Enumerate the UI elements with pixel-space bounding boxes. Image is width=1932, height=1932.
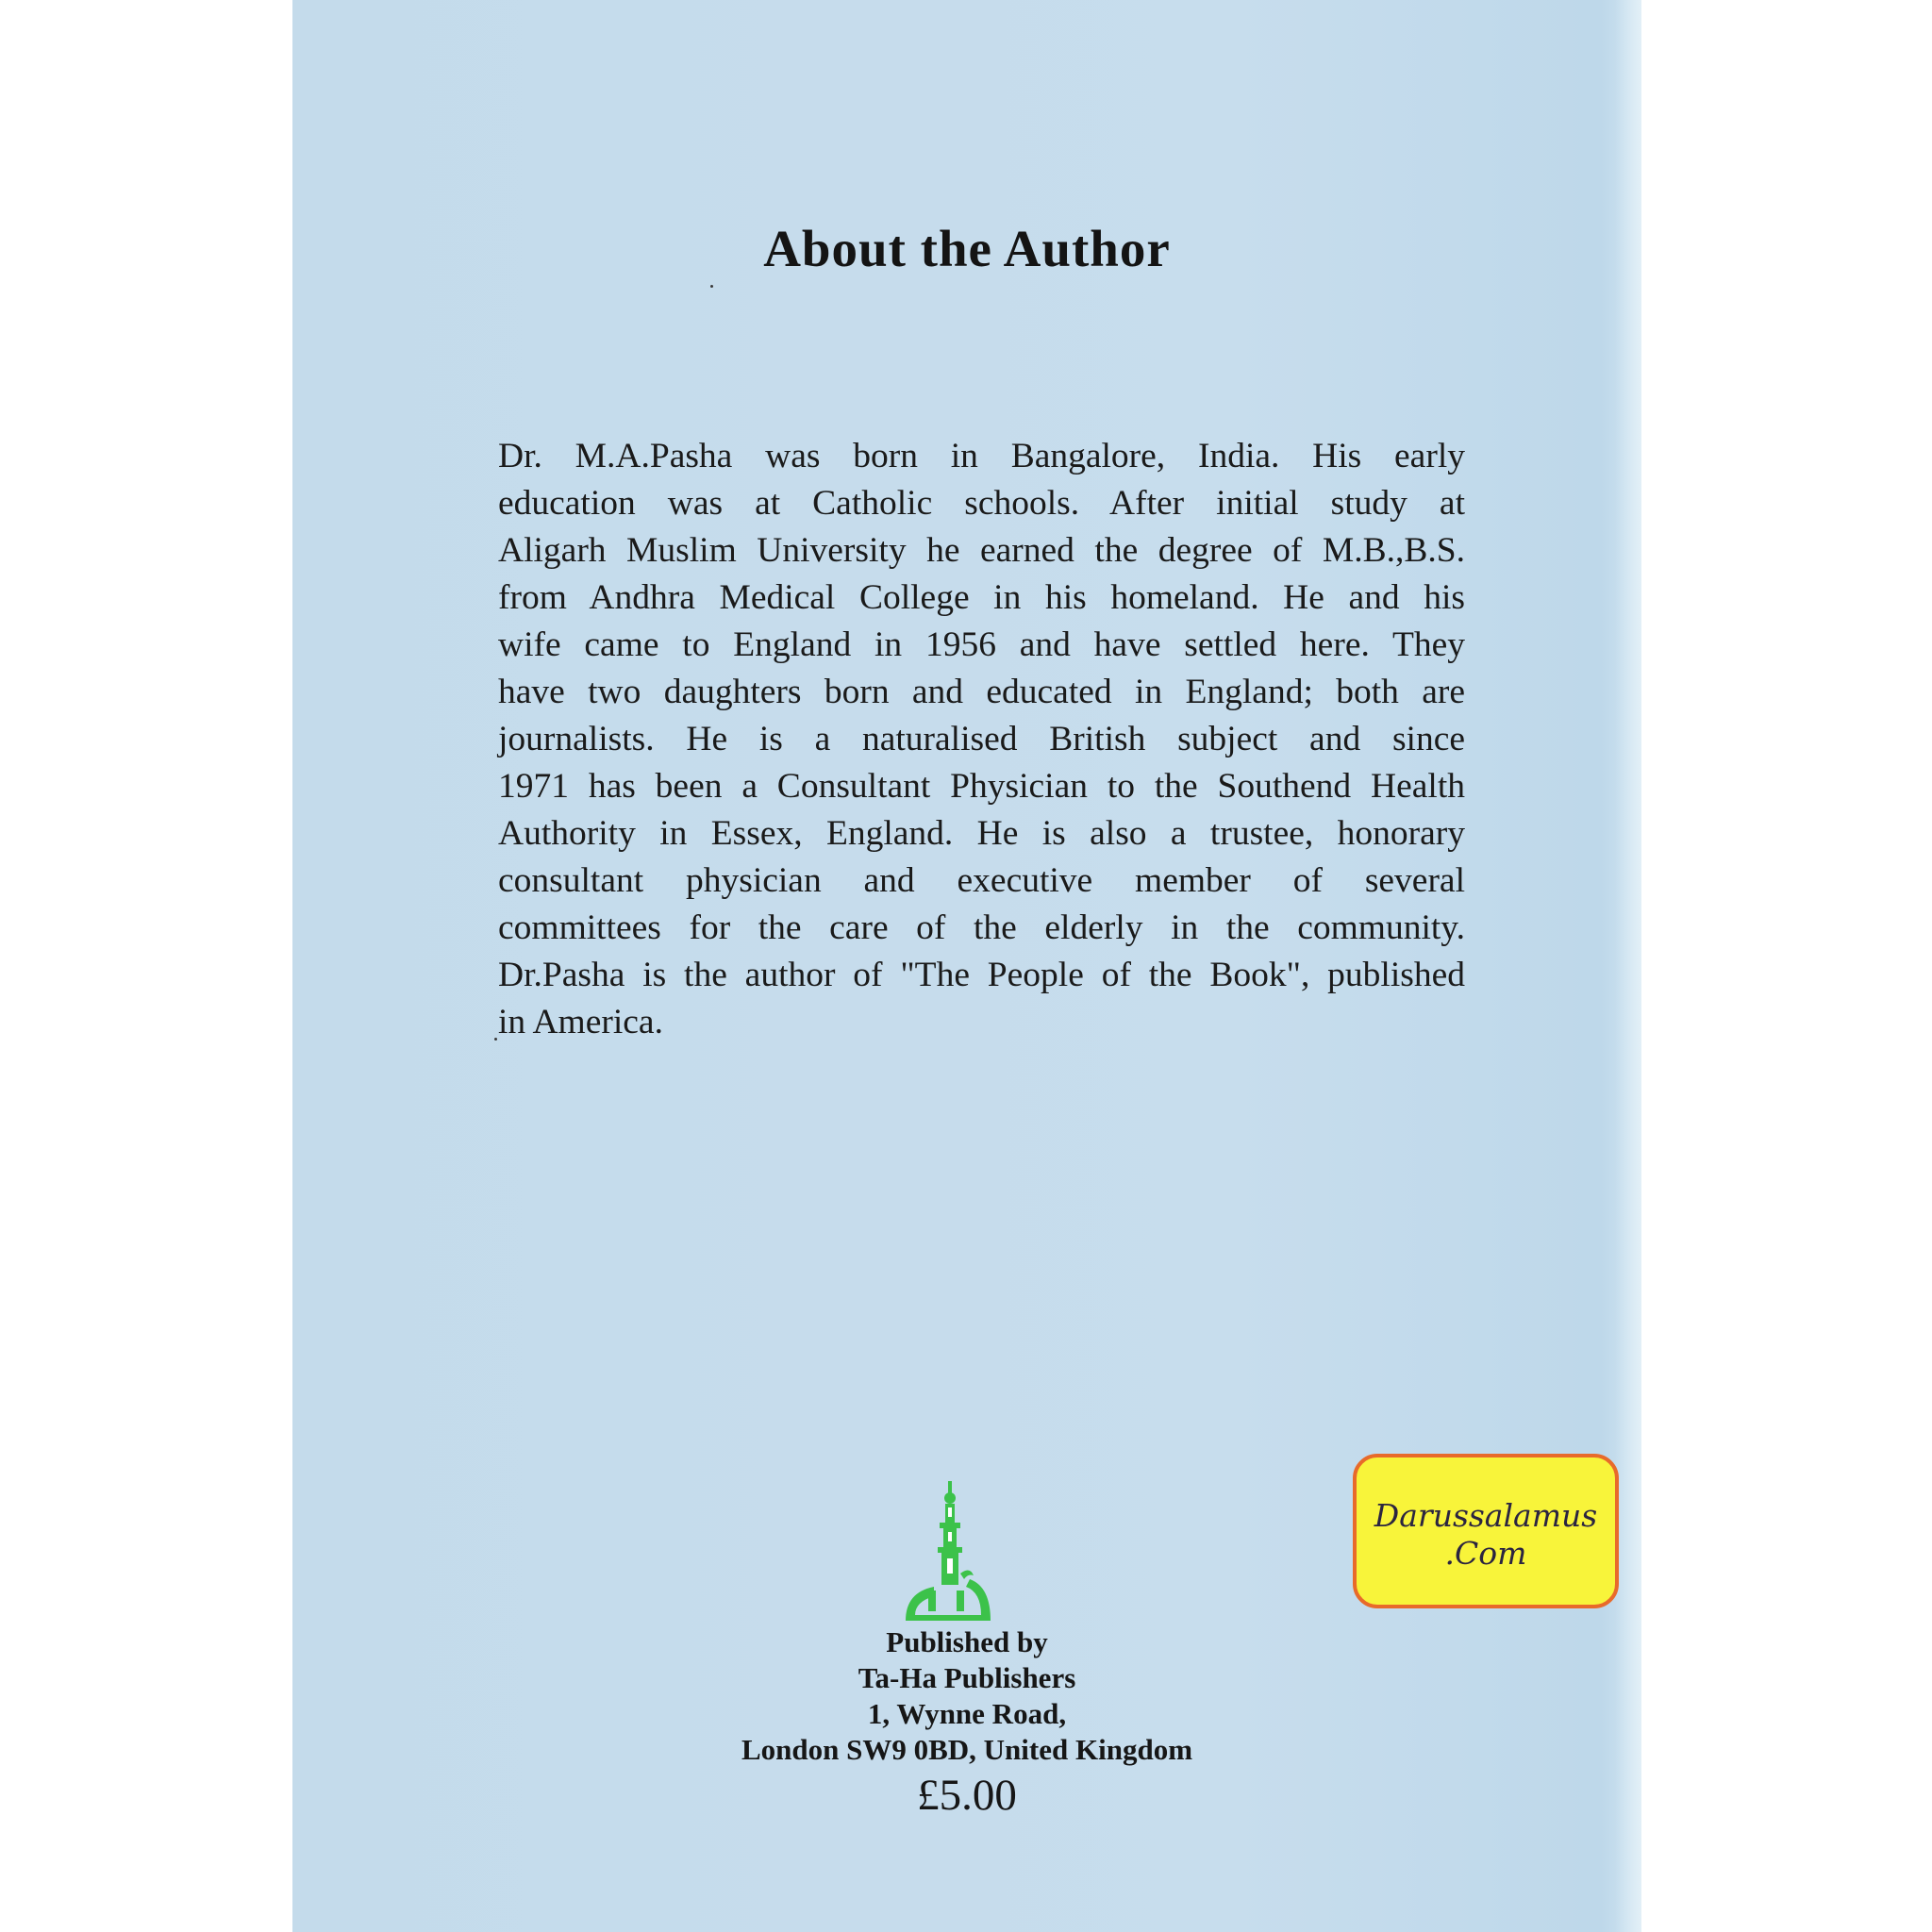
bio-line: from Andhra Medical College in his homeland. He and his <box>498 578 1465 617</box>
publisher-address-line1: 1, Wynne Road, <box>867 1697 1067 1730</box>
bio-line: in America. <box>498 1003 663 1041</box>
sticker-line2: .Com <box>1444 1535 1527 1572</box>
bio-line: education was at Catholic schools. After initial study at <box>498 484 1465 523</box>
minaret-logo-icon <box>898 1479 1002 1625</box>
price: £5.00 <box>917 1771 1017 1820</box>
speck <box>494 1038 497 1041</box>
bio-line: Authority in Essex, England. He is also a trustee, honorary <box>498 814 1465 853</box>
bio-line: Aligarh Muslim University he earned the degree of M.B.,B.S. <box>498 531 1465 570</box>
bio-line: wife came to England in 1956 and have settled here. They <box>498 625 1465 664</box>
publisher-info <box>292 1624 1641 1768</box>
published-by-label: Published by <box>886 1625 1048 1658</box>
page-title: About the Author <box>763 220 1171 277</box>
bio-line: committees for the care of the elderly in the community. <box>498 908 1465 947</box>
bio-line: Dr.Pasha is the author of "The People of the Book", published <box>498 956 1465 994</box>
author-bio <box>498 433 1465 1046</box>
publisher-address-line2: London SW9 0BD, United Kingdom <box>741 1733 1193 1766</box>
sticker-line1: Darussalamus <box>1374 1497 1598 1534</box>
bio-line: journalists. He is a naturalised British subject and since <box>498 720 1465 758</box>
publisher-name: Ta-Ha Publishers <box>858 1661 1076 1694</box>
bio-line: consultant physician and executive member of several <box>498 861 1465 900</box>
bio-line: Dr. M.A.Pasha was born in Bangalore, India. His early <box>498 437 1465 475</box>
bio-line: 1971 has been a Consultant Physician to the Southend Health <box>498 767 1465 806</box>
bio-line: have two daughters born and educated in England; both are <box>498 673 1465 711</box>
store-sticker <box>1353 1454 1619 1608</box>
speck <box>710 285 713 288</box>
